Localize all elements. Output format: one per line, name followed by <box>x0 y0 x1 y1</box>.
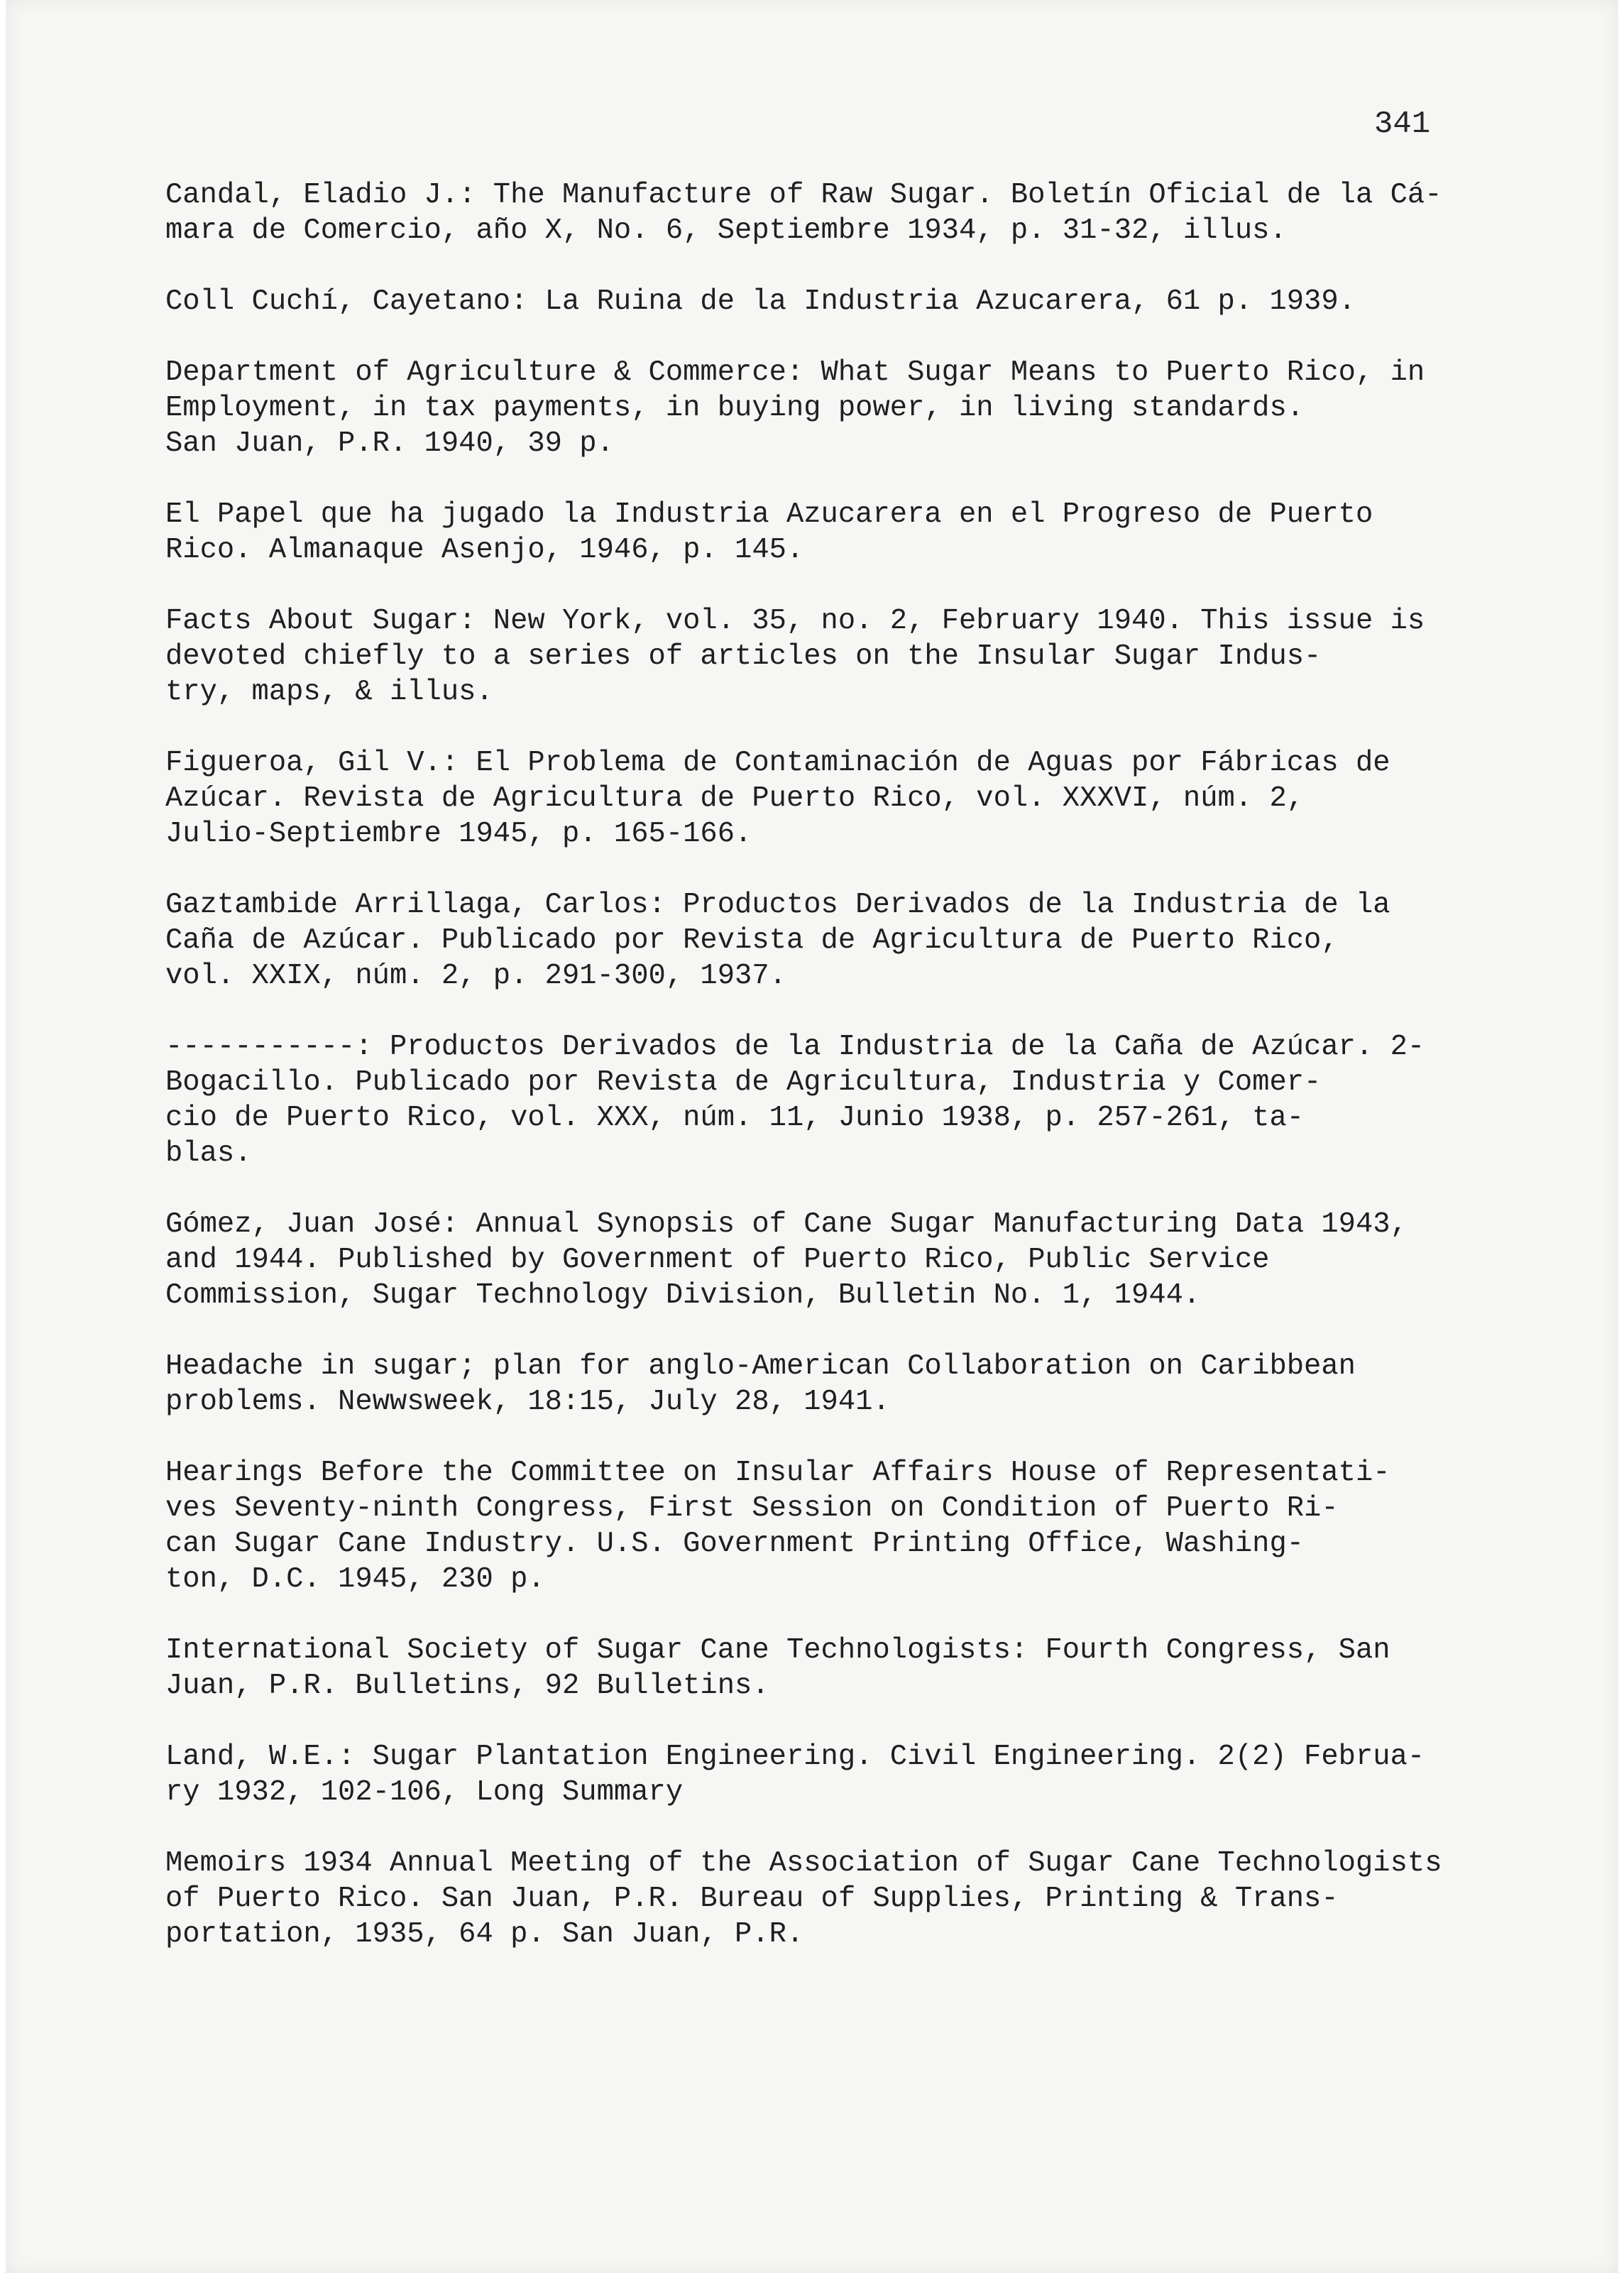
entry-line: Commission, Sugar Technology Division, Bulletin No. 1, 1944. <box>165 1279 1201 1312</box>
entry-line: Azúcar. Revista de Agricultura de Puerto Rico, vol. XXXVI, núm. 2, <box>165 782 1305 815</box>
entry-line: Memoirs 1934 Annual Meeting of the Association of Sugar Cane Technologists <box>165 1847 1442 1880</box>
bibliography-entry <box>165 887 1500 994</box>
entry-line: Headache in sugar; plan for anglo-American Collaboration on Caribbean <box>165 1350 1356 1383</box>
entry-line: Department of Agriculture & Commerce: What Sugar Means to Puerto Rico, in <box>165 356 1425 389</box>
entry-line: Coll Cuchí, Cayetano: La Ruina de la Industria Azucarera, 61 p. 1939. <box>165 285 1356 318</box>
bibliography-list <box>165 177 1500 1988</box>
entry-line: Julio-Septiembre 1945, p. 165-166. <box>165 818 752 850</box>
entry-line: and 1944. Published by Government of Puerto Rico, Public Service <box>165 1244 1270 1276</box>
entry-line: ry 1932, 102-106, Long Summary <box>165 1776 684 1809</box>
entry-line: ves Seventy-ninth Congress, First Session on Condition of Puerto Ri- <box>165 1492 1339 1525</box>
entry-line: Juan, P.R. Bulletins, 92 Bulletins. <box>165 1670 769 1702</box>
bibliography-entry <box>165 497 1500 568</box>
entry-line: ton, D.C. 1945, 230 p. <box>165 1563 545 1596</box>
bibliography-entry <box>165 1455 1500 1597</box>
entry-line: mara de Comercio, año X, No. 6, Septiembre 1934, p. 31-32, illus. <box>165 214 1287 247</box>
entry-line: Figueroa, Gil V.: El Problema de Contaminación de Aguas por Fábricas de <box>165 747 1390 779</box>
entry-line: International Society of Sugar Cane Technologists: Fourth Congress, San <box>165 1634 1390 1667</box>
entry-line: try, maps, & illus. <box>165 676 493 708</box>
bibliography-entry <box>165 1739 1500 1810</box>
entry-line: blas. <box>165 1137 252 1170</box>
entry-line: Employment, in tax payments, in buying power, in living standards. <box>165 392 1305 425</box>
entry-line: Gómez, Juan José: Annual Synopsis of Cane Sugar Manufacturing Data 1943, <box>165 1208 1408 1241</box>
entry-line: -----------: Productos Derivados de la Industria de la Caña de Azúcar. 2- <box>165 1031 1425 1063</box>
entry-line: El Papel que ha jugado la Industria Azucarera en el Progreso de Puerto <box>165 498 1373 531</box>
bibliography-entry <box>165 355 1500 461</box>
bibliography-entry <box>165 603 1500 710</box>
entry-line: Candal, Eladio J.: The Manufacture of Raw Sugar. Boletín Oficial de la Cá- <box>165 179 1442 212</box>
bibliography-entry <box>165 1633 1500 1704</box>
entry-line: Hearings Before the Committee on Insular Affairs House of Representati- <box>165 1457 1390 1489</box>
entry-line: can Sugar Cane Industry. U.S. Government Printing Office, Washing- <box>165 1528 1305 1560</box>
entry-line: of Puerto Rico. San Juan, P.R. Bureau of Supplies, Printing & Trans- <box>165 1883 1339 1915</box>
entry-line: problems. Newwsweek, 18:15, July 28, 1941. <box>165 1386 890 1418</box>
entry-line: vol. XXIX, núm. 2, p. 291-300, 1937. <box>165 960 786 992</box>
entry-line: cio de Puerto Rico, vol. XXX, núm. 11, Junio 1938, p. 257-261, ta- <box>165 1102 1305 1134</box>
entry-line: San Juan, P.R. 1940, 39 p. <box>165 427 614 460</box>
entry-line: devoted chiefly to a series of articles on the Insular Sugar Indus- <box>165 640 1322 673</box>
bibliography-entry <box>165 1207 1500 1313</box>
bibliography-entry <box>165 1846 1500 1952</box>
document-page <box>6 0 1618 2273</box>
entry-line: portation, 1935, 64 p. San Juan, P.R. <box>165 1918 804 1951</box>
entry-line: Land, W.E.: Sugar Plantation Engineering. Civil Engineering. 2(2) Februa- <box>165 1741 1425 1773</box>
entry-line: Rico. Almanaque Asenjo, 1946, p. 145. <box>165 534 804 566</box>
bibliography-entry <box>165 1349 1500 1420</box>
bibliography-entry <box>165 745 1500 852</box>
entry-line: Caña de Azúcar. Publicado por Revista de Agricultura de Puerto Rico, <box>165 924 1339 957</box>
bibliography-entry <box>165 177 1500 248</box>
entry-line: Facts About Sugar: New York, vol. 35, no. 2, February 1940. This issue is <box>165 605 1425 637</box>
page-number: 341 <box>1374 106 1431 142</box>
bibliography-entry <box>165 284 1500 319</box>
bibliography-entry <box>165 1029 1500 1171</box>
entry-line: Bogacillo. Publicado por Revista de Agricultura, Industria y Comer- <box>165 1066 1322 1099</box>
entry-line: Gaztambide Arrillaga, Carlos: Productos Derivados de la Industria de la <box>165 889 1390 921</box>
